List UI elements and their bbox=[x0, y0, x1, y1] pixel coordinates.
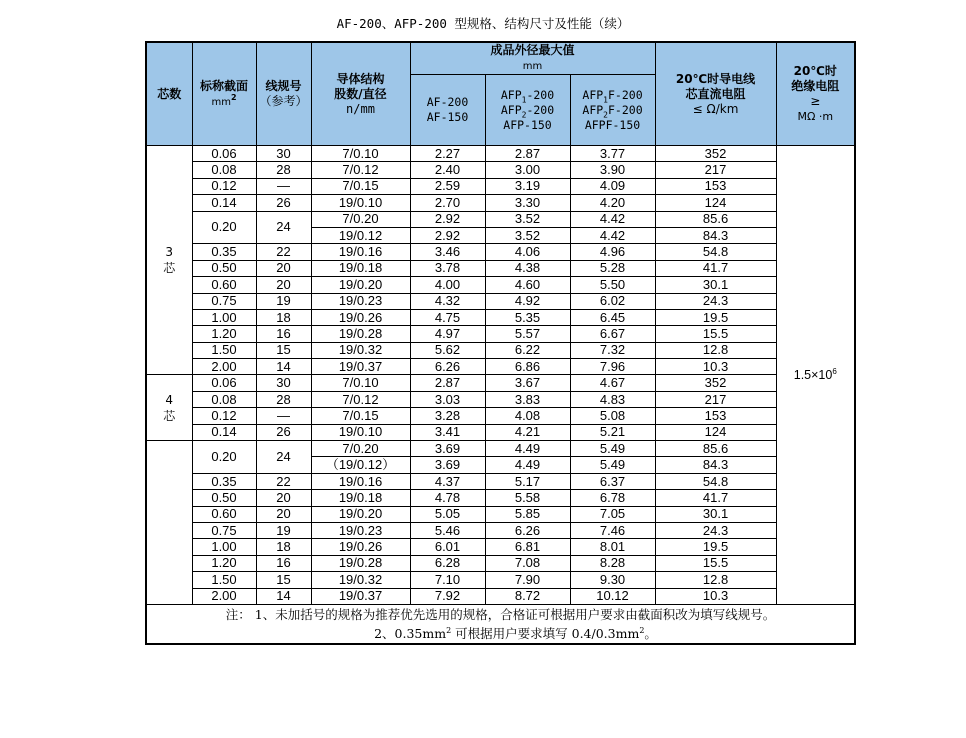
cell-area: 2.00 bbox=[192, 588, 256, 604]
table-row bbox=[146, 326, 855, 342]
header-afp-200: $AFP_1-200$ $AFP_2-200$ AFP-150 bbox=[485, 75, 570, 146]
table-row bbox=[146, 211, 855, 227]
cell-conductor: （19/0.12） bbox=[311, 457, 410, 473]
cell-resistance: 30.1 bbox=[655, 277, 776, 293]
note-2: 2、$0.35mm^2$ 可根据用户要求填写 $0.4/0.3mm^2$。 bbox=[374, 625, 657, 641]
cell-area: 0.35 bbox=[192, 244, 256, 260]
cell-conductor: 19/0.23 bbox=[311, 293, 410, 309]
core-group-blank bbox=[146, 441, 192, 605]
cell-od-afp: 3.19 bbox=[485, 178, 570, 194]
table-row bbox=[146, 424, 855, 440]
cell-wire-gauge: 16 bbox=[256, 555, 311, 571]
header-conductor: 导体结构 股数/直径 n/mm bbox=[311, 42, 410, 146]
cell-conductor: 7/0.15 bbox=[311, 178, 410, 194]
cell-od-af: 3.03 bbox=[410, 391, 485, 407]
cell-wire-gauge: — bbox=[256, 178, 311, 194]
cell-od-af: 2.92 bbox=[410, 211, 485, 227]
core-group-3: 3 芯 bbox=[146, 146, 192, 375]
cell-conductor: 7/0.12 bbox=[311, 391, 410, 407]
cell-conductor: 19/0.37 bbox=[311, 588, 410, 604]
cell-od-af: 3.28 bbox=[410, 408, 485, 424]
cell-od-afpf: 3.77 bbox=[570, 146, 655, 162]
cell-conductor: 7/0.10 bbox=[311, 146, 410, 162]
cell-od-afpf: 8.01 bbox=[570, 539, 655, 555]
cell-resistance: 54.8 bbox=[655, 473, 776, 489]
cell-area: 1.00 bbox=[192, 539, 256, 555]
cell-resistance: 15.5 bbox=[655, 326, 776, 342]
cell-resistance: 352 bbox=[655, 146, 776, 162]
cell-conductor: 19/0.26 bbox=[311, 309, 410, 325]
table-row bbox=[146, 375, 855, 391]
cell-resistance: 41.7 bbox=[655, 490, 776, 506]
table-row bbox=[146, 555, 855, 571]
header-af-200: AF-200 AF-150 bbox=[410, 75, 485, 146]
table-row bbox=[146, 162, 855, 178]
cell-wire-gauge: 28 bbox=[256, 391, 311, 407]
table-row bbox=[146, 506, 855, 522]
cell-resistance: 12.8 bbox=[655, 572, 776, 588]
cell-od-afpf: 5.28 bbox=[570, 260, 655, 276]
cell-od-af: 2.87 bbox=[410, 375, 485, 391]
table-row bbox=[146, 178, 855, 194]
cell-od-afp: 4.49 bbox=[485, 441, 570, 457]
cell-od-afp: 6.81 bbox=[485, 539, 570, 555]
cell-od-afpf: 6.45 bbox=[570, 309, 655, 325]
cell-resistance: 15.5 bbox=[655, 555, 776, 571]
table-row bbox=[146, 588, 855, 604]
cell-conductor: 7/0.15 bbox=[311, 408, 410, 424]
cell-od-afpf: 4.09 bbox=[570, 178, 655, 194]
cell-conductor: 19/0.28 bbox=[311, 326, 410, 342]
cell-conductor: 19/0.32 bbox=[311, 572, 410, 588]
cell-wire-gauge: 19 bbox=[256, 293, 311, 309]
cell-od-afpf: 5.08 bbox=[570, 408, 655, 424]
cell-wire-gauge: 24 bbox=[256, 211, 311, 244]
table-row bbox=[146, 146, 855, 162]
cell-conductor: 7/0.20 bbox=[311, 441, 410, 457]
cell-wire-gauge: 20 bbox=[256, 506, 311, 522]
cell-conductor: 19/0.20 bbox=[311, 277, 410, 293]
cell-od-afp: 4.49 bbox=[485, 457, 570, 473]
cell-wire-gauge: 18 bbox=[256, 309, 311, 325]
cell-od-afp: 3.00 bbox=[485, 162, 570, 178]
cell-area: 0.12 bbox=[192, 408, 256, 424]
cell-od-afpf: 4.20 bbox=[570, 195, 655, 211]
cell-wire-gauge: 30 bbox=[256, 375, 311, 391]
table-row bbox=[146, 473, 855, 489]
cell-od-afp: 5.35 bbox=[485, 309, 570, 325]
header-insulation: 20℃时 绝缘电阻 ≥ MΩ ·m bbox=[776, 42, 855, 146]
table-row bbox=[146, 391, 855, 407]
cell-od-afpf: 10.12 bbox=[570, 588, 655, 604]
cell-wire-gauge: 28 bbox=[256, 162, 311, 178]
cell-wire-gauge: 30 bbox=[256, 146, 311, 162]
cell-area: 0.08 bbox=[192, 391, 256, 407]
cell-od-af: 2.70 bbox=[410, 195, 485, 211]
table-row bbox=[146, 408, 855, 424]
cell-od-af: 3.41 bbox=[410, 424, 485, 440]
spec-table bbox=[145, 41, 856, 645]
cell-wire-gauge: 26 bbox=[256, 424, 311, 440]
cell-od-afp: 6.22 bbox=[485, 342, 570, 358]
header-area: 标称截面 $mm^2$ bbox=[192, 42, 256, 146]
cell-resistance: 124 bbox=[655, 195, 776, 211]
cell-area: 0.75 bbox=[192, 522, 256, 538]
cell-od-afpf: 4.96 bbox=[570, 244, 655, 260]
cell-od-afpf: 4.42 bbox=[570, 211, 655, 227]
cell-od-af: 4.97 bbox=[410, 326, 485, 342]
cell-area: 1.50 bbox=[192, 342, 256, 358]
cell-od-af: 5.62 bbox=[410, 342, 485, 358]
header-cores: 芯数 bbox=[146, 42, 192, 146]
cell-resistance: 24.3 bbox=[655, 293, 776, 309]
table-row bbox=[146, 572, 855, 588]
cell-od-afpf: 9.30 bbox=[570, 572, 655, 588]
cell-od-afp: 3.30 bbox=[485, 195, 570, 211]
header-wire-gauge: 线规号 （参考） bbox=[256, 42, 311, 146]
cell-area: 0.08 bbox=[192, 162, 256, 178]
cell-od-af: 2.59 bbox=[410, 178, 485, 194]
cell-od-afpf: 7.05 bbox=[570, 506, 655, 522]
cell-wire-gauge: 26 bbox=[256, 195, 311, 211]
cell-od-afpf: 4.42 bbox=[570, 227, 655, 243]
cell-conductor: 7/0.10 bbox=[311, 375, 410, 391]
cell-od-afp: 4.60 bbox=[485, 277, 570, 293]
cell-area: 1.50 bbox=[192, 572, 256, 588]
cell-conductor: 19/0.10 bbox=[311, 195, 410, 211]
cell-area: 0.50 bbox=[192, 260, 256, 276]
cell-resistance: 19.5 bbox=[655, 309, 776, 325]
cell-od-af: 7.10 bbox=[410, 572, 485, 588]
cell-resistance: 41.7 bbox=[655, 260, 776, 276]
cell-od-af: 6.28 bbox=[410, 555, 485, 571]
cell-od-afpf: 8.28 bbox=[570, 555, 655, 571]
cell-od-afp: 4.38 bbox=[485, 260, 570, 276]
cell-wire-gauge: 20 bbox=[256, 490, 311, 506]
cell-resistance: 12.8 bbox=[655, 342, 776, 358]
table-body bbox=[146, 146, 855, 605]
cell-od-afp: 4.92 bbox=[485, 293, 570, 309]
cell-od-af: 7.92 bbox=[410, 588, 485, 604]
insulation-resistance-value: $1.5\times 10^6$ bbox=[776, 146, 855, 605]
cell-od-af: 3.46 bbox=[410, 244, 485, 260]
cell-wire-gauge: 22 bbox=[256, 244, 311, 260]
cell-area: 0.50 bbox=[192, 490, 256, 506]
cell-od-af: 3.69 bbox=[410, 441, 485, 457]
table-row bbox=[146, 195, 855, 211]
cell-od-af: 6.01 bbox=[410, 539, 485, 555]
cell-od-af: 2.27 bbox=[410, 146, 485, 162]
cell-od-afp: 6.86 bbox=[485, 359, 570, 375]
cell-wire-gauge: 20 bbox=[256, 277, 311, 293]
table-title: AF-200、AFP-200 型规格、结构尺寸及性能（续） bbox=[336, 16, 630, 31]
cell-area: 0.06 bbox=[192, 146, 256, 162]
table-row bbox=[146, 293, 855, 309]
cell-wire-gauge: 18 bbox=[256, 539, 311, 555]
cell-od-afpf: 6.02 bbox=[570, 293, 655, 309]
cell-od-afpf: 5.49 bbox=[570, 441, 655, 457]
cell-wire-gauge: 14 bbox=[256, 359, 311, 375]
cell-od-afp: 2.87 bbox=[485, 146, 570, 162]
cell-od-afp: 3.83 bbox=[485, 391, 570, 407]
table-row bbox=[146, 277, 855, 293]
cell-resistance: 30.1 bbox=[655, 506, 776, 522]
cell-resistance: 153 bbox=[655, 408, 776, 424]
cell-od-afpf: 7.96 bbox=[570, 359, 655, 375]
cell-od-af: 4.32 bbox=[410, 293, 485, 309]
cell-resistance: 124 bbox=[655, 424, 776, 440]
cell-area: 0.12 bbox=[192, 178, 256, 194]
cell-area: 0.75 bbox=[192, 293, 256, 309]
cell-conductor: 7/0.12 bbox=[311, 162, 410, 178]
header-outer-diameter: 成品外径最大值 mm bbox=[410, 42, 655, 75]
cell-area: 0.06 bbox=[192, 375, 256, 391]
cell-od-afp: 4.08 bbox=[485, 408, 570, 424]
cell-od-af: 4.37 bbox=[410, 473, 485, 489]
cell-od-afpf: 6.78 bbox=[570, 490, 655, 506]
header-resistance: 20℃时导电线 芯直流电阻 ≤ Ω/km bbox=[655, 42, 776, 146]
table-row bbox=[146, 309, 855, 325]
cell-resistance: 153 bbox=[655, 178, 776, 194]
cell-od-afp: 5.17 bbox=[485, 473, 570, 489]
cell-od-afp: 7.08 bbox=[485, 555, 570, 571]
cell-conductor: 19/0.10 bbox=[311, 424, 410, 440]
cell-area: 0.35 bbox=[192, 473, 256, 489]
table-header bbox=[146, 42, 855, 146]
cell-conductor: 19/0.16 bbox=[311, 473, 410, 489]
cell-od-af: 4.78 bbox=[410, 490, 485, 506]
table-row bbox=[146, 244, 855, 260]
cell-resistance: 10.3 bbox=[655, 359, 776, 375]
cell-od-afpf: 5.21 bbox=[570, 424, 655, 440]
cell-od-af: 2.92 bbox=[410, 227, 485, 243]
cell-wire-gauge: 22 bbox=[256, 473, 311, 489]
cell-od-afpf: 7.46 bbox=[570, 522, 655, 538]
cell-od-afpf: 3.90 bbox=[570, 162, 655, 178]
cell-area: 0.20 bbox=[192, 441, 256, 474]
cell-area: 0.60 bbox=[192, 506, 256, 522]
cell-od-afp: 6.26 bbox=[485, 522, 570, 538]
cell-od-afpf: 6.37 bbox=[570, 473, 655, 489]
cell-conductor: 19/0.20 bbox=[311, 506, 410, 522]
cell-area: 0.14 bbox=[192, 424, 256, 440]
cell-resistance: 352 bbox=[655, 375, 776, 391]
cell-resistance: 85.6 bbox=[655, 441, 776, 457]
cell-area: 1.00 bbox=[192, 309, 256, 325]
cell-area: 1.20 bbox=[192, 555, 256, 571]
cell-conductor: 19/0.26 bbox=[311, 539, 410, 555]
cell-od-afp: 5.58 bbox=[485, 490, 570, 506]
cell-area: 0.14 bbox=[192, 195, 256, 211]
header-afpf-200: $AFP_1F-200$ $AFP_2F-200$ AFPF-150 bbox=[570, 75, 655, 146]
cell-od-afp: 3.52 bbox=[485, 211, 570, 227]
table-row bbox=[146, 539, 855, 555]
cell-resistance: 10.3 bbox=[655, 588, 776, 604]
cell-area: 0.60 bbox=[192, 277, 256, 293]
cell-od-afp: 8.72 bbox=[485, 588, 570, 604]
cell-resistance: 217 bbox=[655, 391, 776, 407]
cell-od-afpf: 4.67 bbox=[570, 375, 655, 391]
cell-resistance: 19.5 bbox=[655, 539, 776, 555]
table-row bbox=[146, 359, 855, 375]
cell-wire-gauge: 16 bbox=[256, 326, 311, 342]
cell-area: 2.00 bbox=[192, 359, 256, 375]
cell-conductor: 19/0.28 bbox=[311, 555, 410, 571]
table-row bbox=[146, 441, 855, 457]
cell-wire-gauge: 15 bbox=[256, 342, 311, 358]
cell-od-afp: 4.21 bbox=[485, 424, 570, 440]
cell-od-afpf: 6.67 bbox=[570, 326, 655, 342]
cell-od-af: 4.75 bbox=[410, 309, 485, 325]
cell-resistance: 85.6 bbox=[655, 211, 776, 227]
cell-od-afpf: 4.83 bbox=[570, 391, 655, 407]
core-group-4: 4 芯 bbox=[146, 375, 192, 441]
table-row bbox=[146, 342, 855, 358]
cell-resistance: 84.3 bbox=[655, 227, 776, 243]
cell-conductor: 19/0.18 bbox=[311, 490, 410, 506]
cell-conductor: 19/0.16 bbox=[311, 244, 410, 260]
cell-od-afp: 7.90 bbox=[485, 572, 570, 588]
cell-resistance: 24.3 bbox=[655, 522, 776, 538]
cell-wire-gauge: 24 bbox=[256, 441, 311, 474]
cell-conductor: 19/0.37 bbox=[311, 359, 410, 375]
cell-conductor: 19/0.12 bbox=[311, 227, 410, 243]
cell-od-af: 3.78 bbox=[410, 260, 485, 276]
cell-od-af: 5.05 bbox=[410, 506, 485, 522]
cell-conductor: 19/0.23 bbox=[311, 522, 410, 538]
cell-od-af: 5.46 bbox=[410, 522, 485, 538]
cell-od-af: 2.40 bbox=[410, 162, 485, 178]
table-row bbox=[146, 260, 855, 276]
table-row bbox=[146, 522, 855, 538]
note-1: 注： 1、未加括号的规格为推荐优先选用的规格，合格证可根据用户要求由截面积改为填写线规号。 bbox=[225, 606, 776, 622]
cell-wire-gauge: 20 bbox=[256, 260, 311, 276]
cell-wire-gauge: — bbox=[256, 408, 311, 424]
cell-od-afpf: 7.32 bbox=[570, 342, 655, 358]
cell-conductor: 19/0.32 bbox=[311, 342, 410, 358]
cell-conductor: 7/0.20 bbox=[311, 211, 410, 227]
cell-area: 1.20 bbox=[192, 326, 256, 342]
cell-resistance: 217 bbox=[655, 162, 776, 178]
cell-wire-gauge: 19 bbox=[256, 522, 311, 538]
cell-od-af: 3.69 bbox=[410, 457, 485, 473]
cell-od-af: 4.00 bbox=[410, 277, 485, 293]
cell-od-afpf: 5.50 bbox=[570, 277, 655, 293]
cell-od-afpf: 5.49 bbox=[570, 457, 655, 473]
cell-od-af: 6.26 bbox=[410, 359, 485, 375]
cell-area: 0.20 bbox=[192, 211, 256, 244]
cell-od-afp: 3.52 bbox=[485, 227, 570, 243]
cell-conductor: 19/0.18 bbox=[311, 260, 410, 276]
cell-od-afp: 5.57 bbox=[485, 326, 570, 342]
table-notes bbox=[146, 604, 855, 644]
cell-wire-gauge: 14 bbox=[256, 588, 311, 604]
cell-od-afp: 5.85 bbox=[485, 506, 570, 522]
cell-resistance: 54.8 bbox=[655, 244, 776, 260]
cell-od-afp: 3.67 bbox=[485, 375, 570, 391]
cell-od-afp: 4.06 bbox=[485, 244, 570, 260]
cell-resistance: 84.3 bbox=[655, 457, 776, 473]
table-row bbox=[146, 490, 855, 506]
cell-wire-gauge: 15 bbox=[256, 572, 311, 588]
